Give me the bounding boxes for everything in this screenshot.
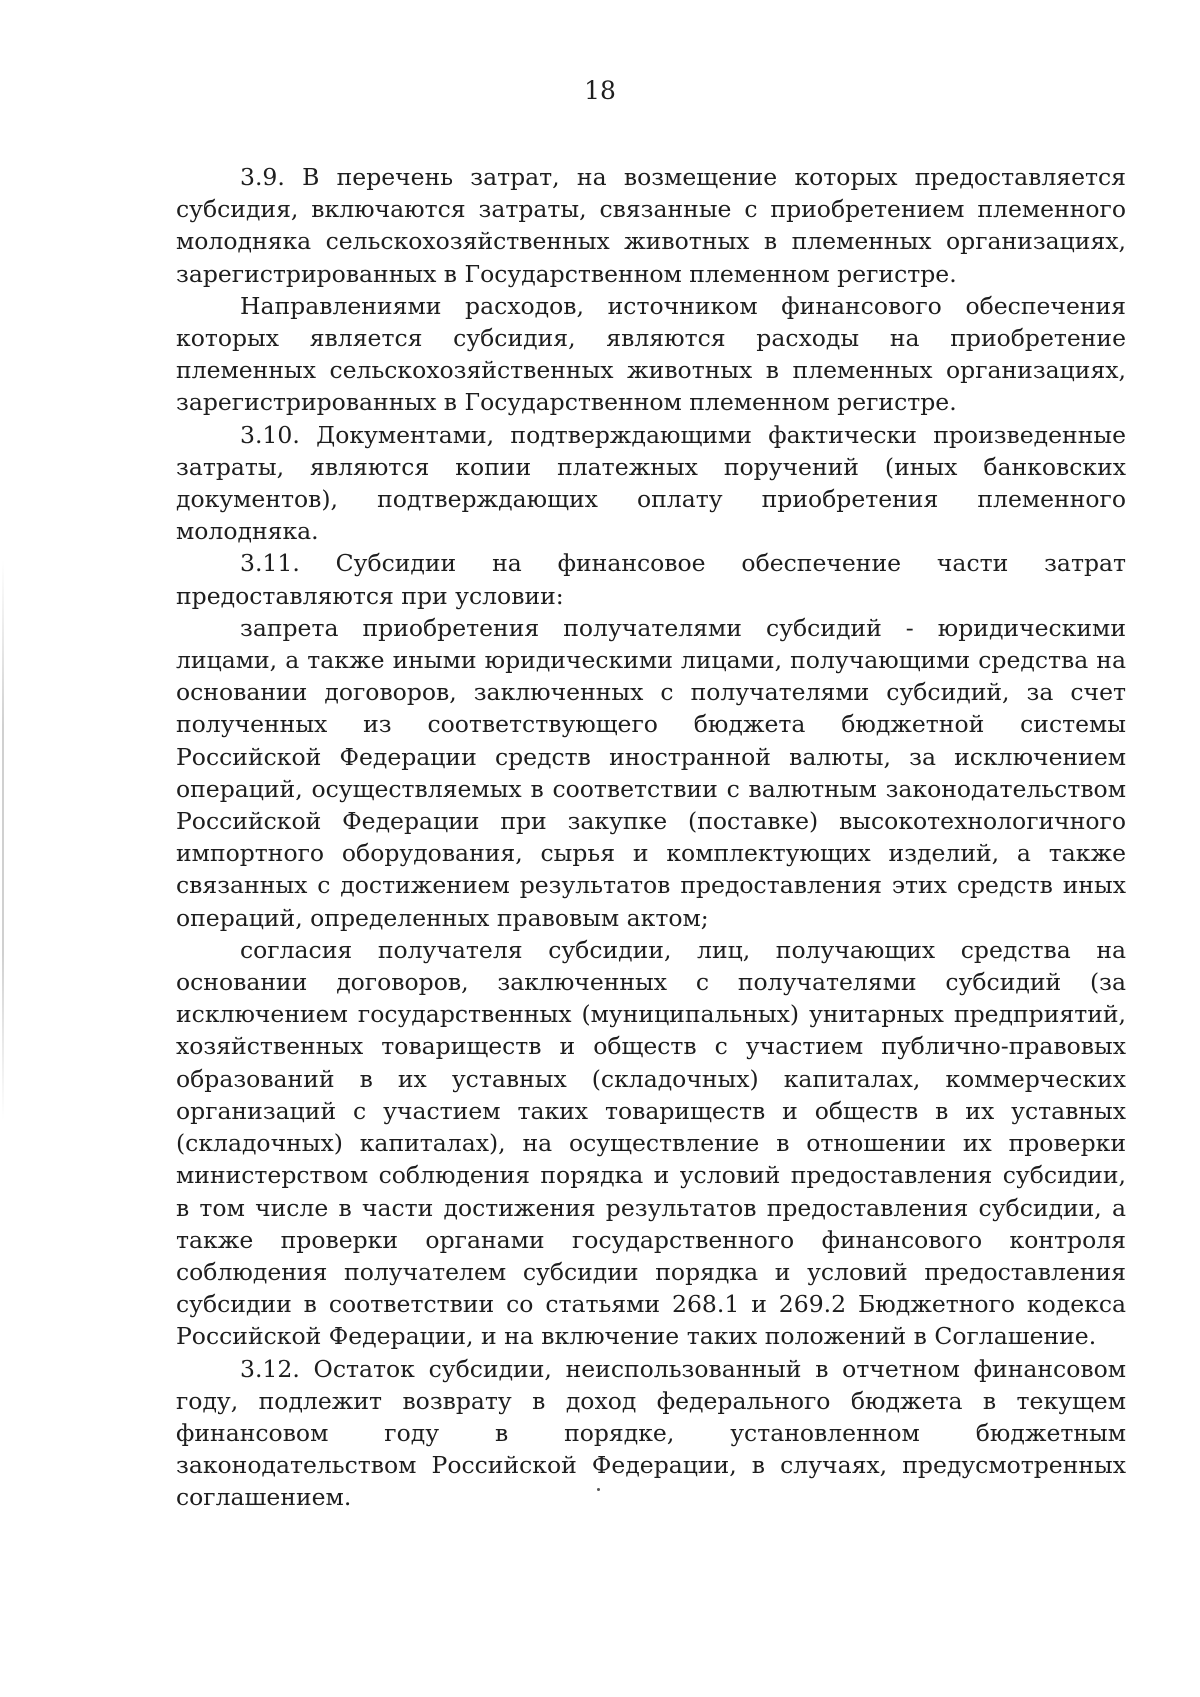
paragraph-3-12: 3.12. Остаток субсидии, неиспользованный в отчетном финансовом году, подлежит возврату в доход федерального бюджета в текущем финансовом году в порядке, установленном бюджетным законодательством Российской Федерации, в случаях, предусмотренных соглашением. (176, 1354, 1126, 1512)
paragraph-3-10: 3.10. Документами, подтверждающими фактически произведенные затраты, являются копии платежных поручений (иных банковских документов), подтверждающих оплату приобретения племенного молодняка. (176, 420, 1126, 546)
document-body (176, 161, 1126, 1514)
paragraph-expense-directions: Направлениями расходов, источником финансового обеспечения которых является субсидия, являются расходы на приобретение племенных сельскохозяйственных животных в племенных организациях, зарегистрированных в Государственном племенном регистре. (176, 291, 1126, 417)
scan-speck (597, 1488, 600, 1491)
page-number: 18 (584, 76, 616, 105)
paragraph-3-11: 3.11. Субсидии на финансовое обеспечение части затрат предоставляются при условии: (176, 549, 1126, 610)
scan-edge-shadow (2, 560, 4, 1120)
paragraph-3-9: 3.9. В перечень затрат, на возмещение которых предоставляется субсидия, включаются затраты, связанные с приобретением племенного молодняка сельскохозяйственных животных в племенных организациях, зарегистрированных в Государственном племенном регистре. (176, 163, 1126, 288)
paragraph-inspection-consent-condition: согласия получателя субсидии, лиц, получающих средства на основании договоров, заключенных с получателями субсидий (за исключением государственных (муниципальных) унитарных предприятий, хозяйственных товариществ и обществ с участием публично-правовых образований в их уставных (складочных) капиталах, коммерческих организаций с участием таких товариществ и обществ в их уставных (складочных) капиталах), на осуществление в отношении их проверки министерством соблюдения порядка и условий предоставления субсидии, в том числе в части достижения результатов предоставления субсидии, а также проверки органами государственного финансового контроля соблюдения получателем субсидии порядка и условий предоставления субсидии в соответствии со статьями 268.1 и 269.2 Бюджетного кодекса Российской Федерации, и на включение таких положений в Соглашение. (176, 935, 1126, 1351)
paragraph-currency-ban-condition: запрета приобретения получателями субсидий - юридическими лицами, а также иными юридическими лицами, получающими средства на основании договоров, заключенных с получателями субсидий, за счет полученных из соответствующего бюджета бюджетной системы Российской Федерации средств иностранной валюты, за исключением операций, осуществляемых в соответствии с валютным законодательством Российской Федерации при закупке (поставке) высокотехнологичного импортного оборудования, сырья и комплектующих изделий, а также связанных с достижением результатов предоставления этих средств иных операций, определенных правовым актом; (176, 613, 1126, 932)
